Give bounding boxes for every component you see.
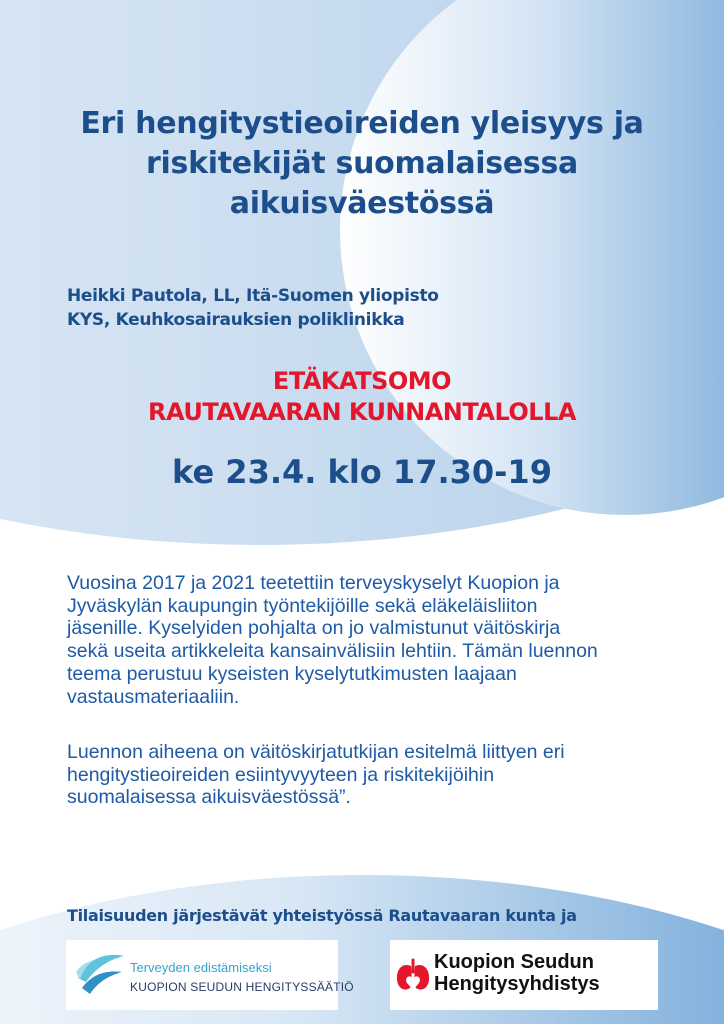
association-logo	[390, 940, 658, 1010]
venue-line: RAUTAVAARAN KUNNANTALOLLA	[148, 398, 576, 426]
paragraph-line: jäsenille. Kyselyiden pohjalta on jo valmistunut väitöskirja	[67, 617, 561, 640]
paragraph-line: Vuosina 2017 ja 2021 teetettiin terveyskyselyt Kuopion ja	[67, 572, 560, 594]
author-line: Heikki Pautola, LL, Itä-Suomen yliopisto	[67, 286, 439, 306]
paragraph-line: Luennon aiheena on väitöskirjatutkijan esitelmä liittyen eri	[67, 741, 565, 763]
foundation-logo	[66, 940, 354, 1010]
paragraph-line: Jyväskylän kaupungin työntekijöille sekä eläkeläisliiton	[67, 594, 538, 617]
foundation-logo-tagline: Terveyden edistämiseksi	[130, 960, 272, 975]
author-line: KYS, Keuhkosairauksien poliklinikka	[67, 310, 405, 330]
description-paragraph-2	[67, 741, 687, 809]
paragraph-line: hengitystieoireiden esiintyvyyteen ja riskitekijöihin	[67, 763, 495, 786]
author-info	[67, 284, 667, 332]
venue-line: ETÄKATSOMO	[272, 367, 452, 395]
description-paragraph-1	[67, 572, 687, 708]
paragraph-line: teema perustuu kyseisten kyselytutkimusten laajaan	[67, 662, 517, 685]
association-logo-line-1: Kuopion Seudun	[434, 951, 594, 973]
title-line: riskitekijät suomalaisessa	[146, 146, 578, 181]
title-line: Eri hengitystieoireiden yleisyys ja	[80, 106, 644, 141]
paragraph-line: sekä useita artikkeleita kansainvälisiin lehtiin. Tämän luennon	[67, 640, 598, 663]
foundation-wave-logo-icon	[72, 948, 128, 1002]
organizers-text: Tilaisuuden järjestävät yhteistyössä Rautavaaran kunta ja	[67, 906, 577, 925]
foundation-logo-name: KUOPION SEUDUN HENGITYSSÄÄTIÖ	[130, 980, 354, 994]
lungs-heart-logo-icon	[394, 952, 432, 998]
association-logo-line-2: Hengitysyhdistys	[434, 973, 600, 995]
venue-heading	[40, 366, 684, 428]
poster-title	[40, 104, 684, 224]
event-date-time: ke 23.4. klo 17.30-19	[172, 453, 552, 491]
title-line: aikuisväestössä	[229, 186, 495, 221]
paragraph-line: vastausmateriaaliin.	[67, 685, 240, 708]
paragraph-line: suomalaisessa aikuisväestössä”.	[67, 786, 351, 809]
